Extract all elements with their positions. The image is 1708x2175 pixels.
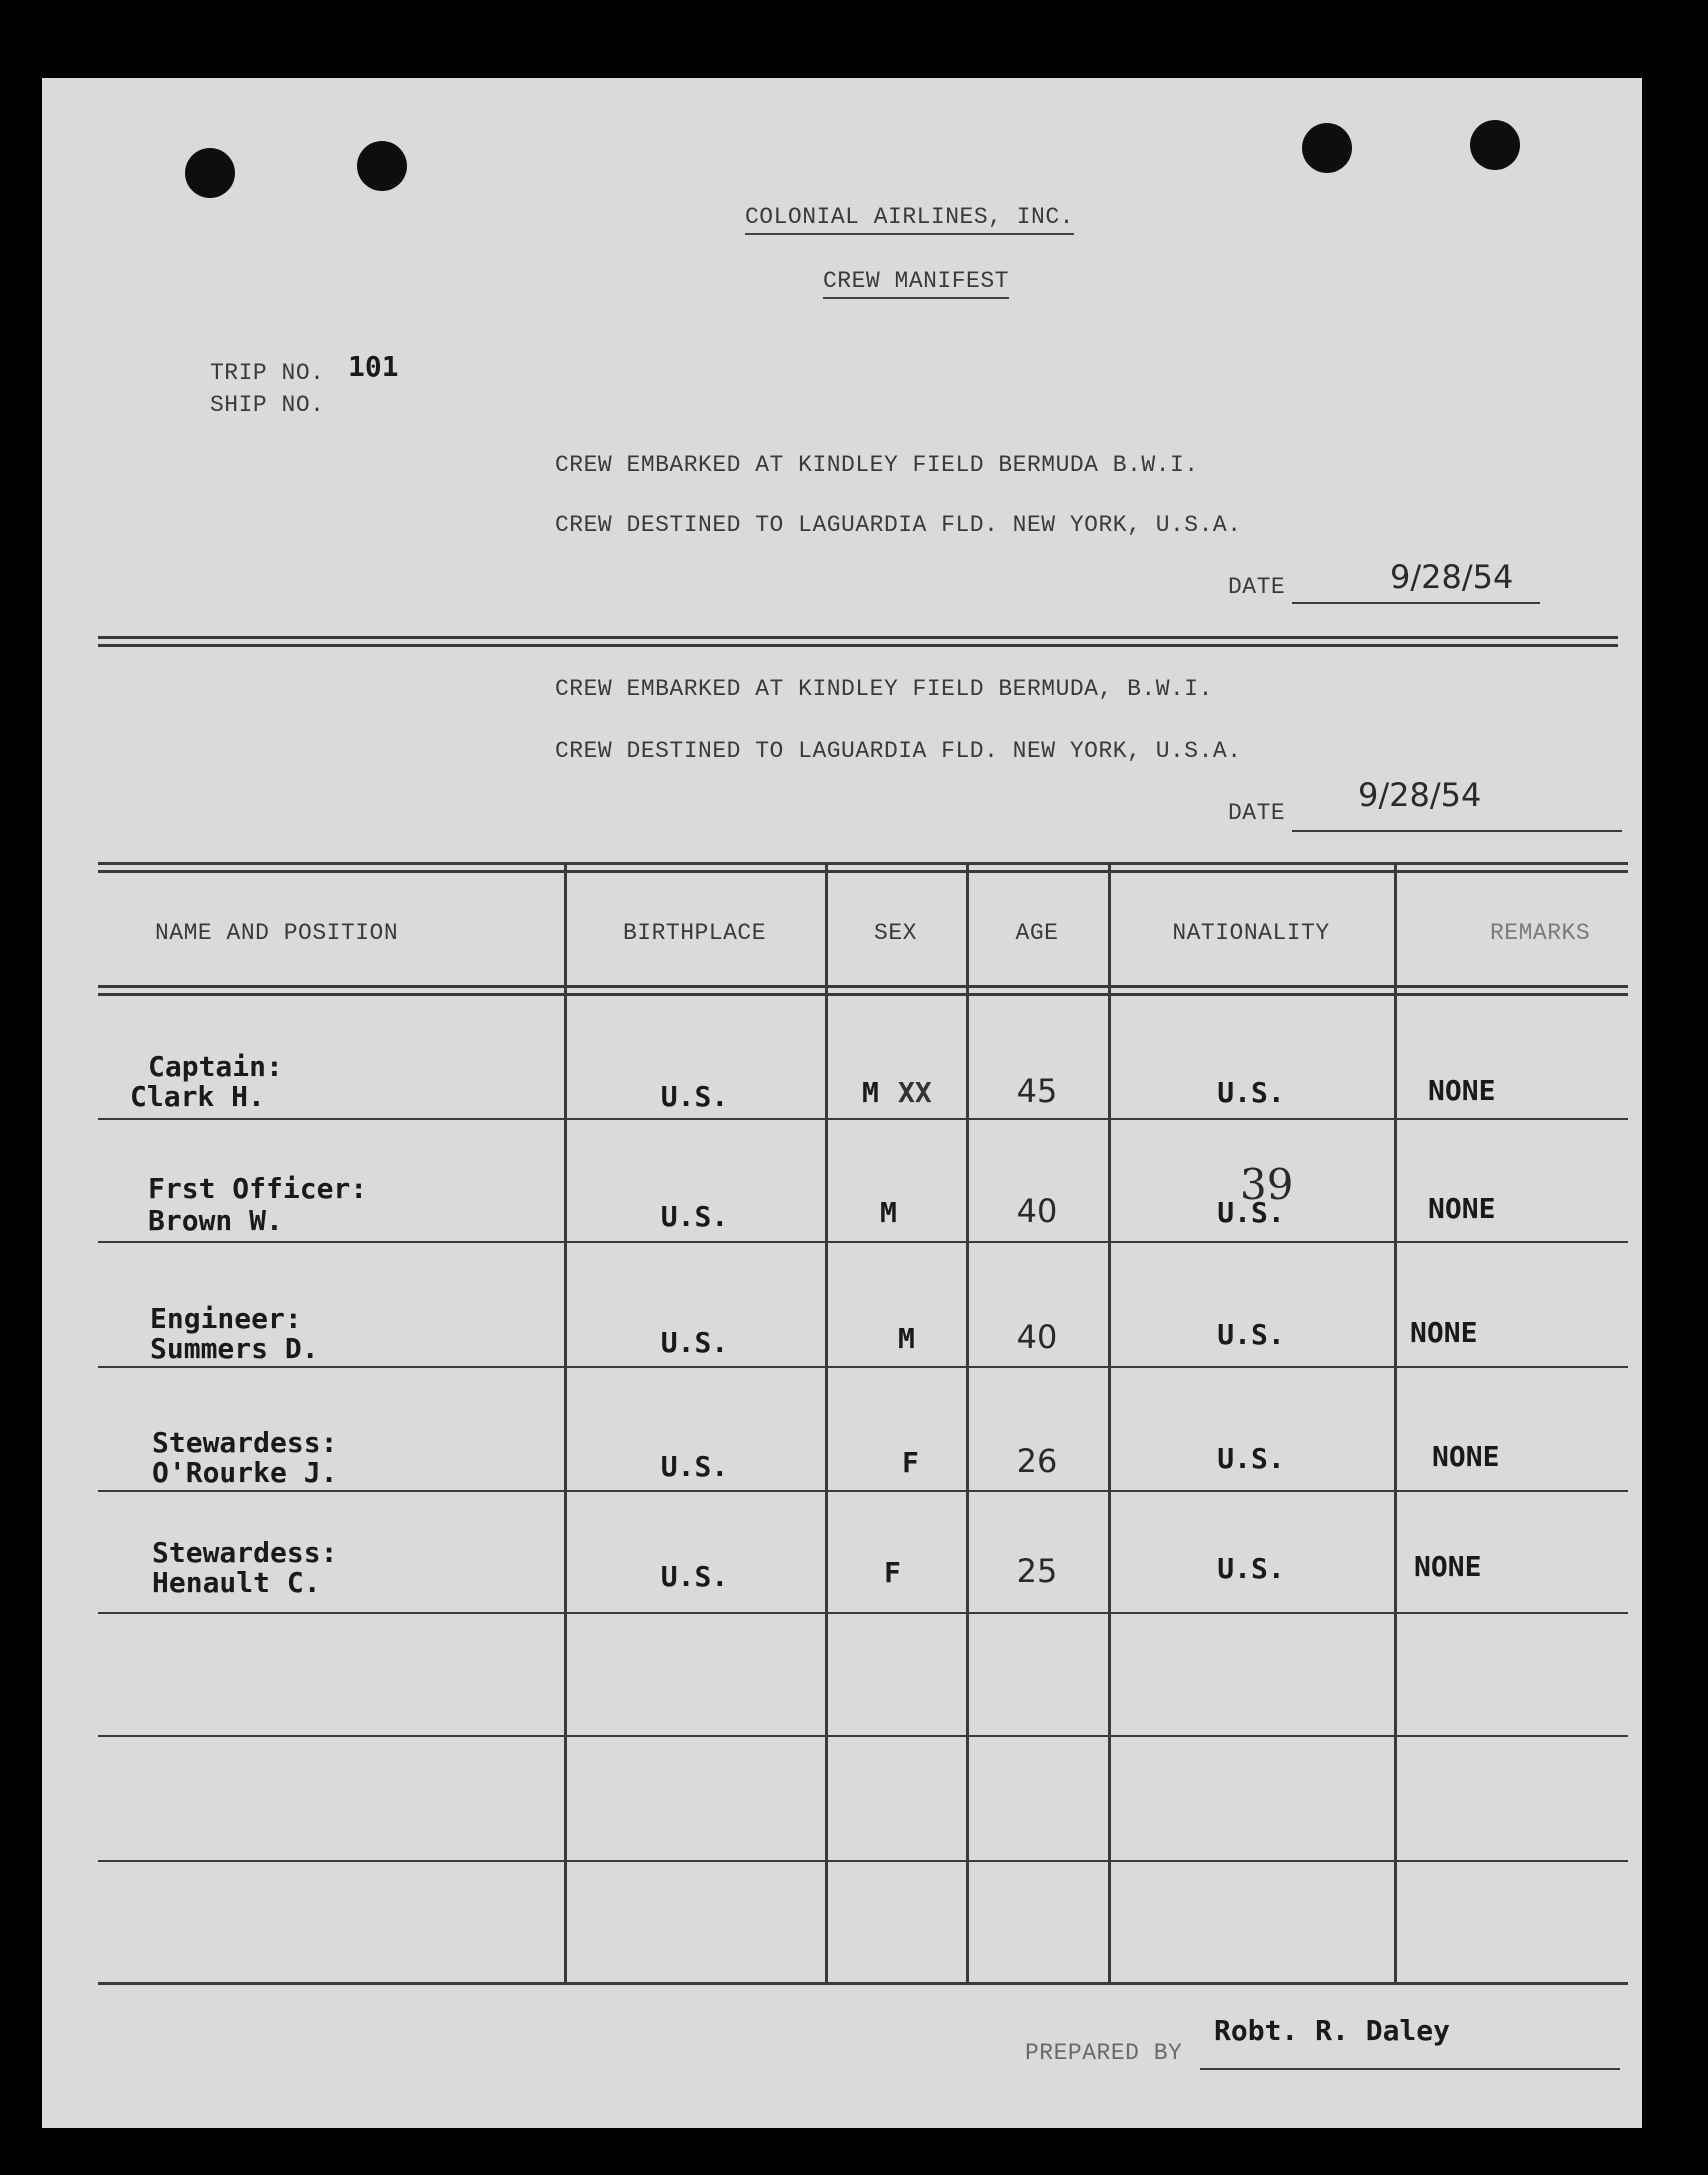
row5-position: Stewardess: — [152, 1536, 338, 1569]
punch-hole — [1470, 120, 1520, 170]
table-top-rule — [98, 870, 1628, 873]
header-bottom-rule — [98, 985, 1628, 988]
row3-birthplace: U.S. — [660, 1326, 729, 1359]
row2-position: Frst Officer: — [148, 1172, 368, 1205]
row2-nationality: U.S. — [1217, 1196, 1285, 1229]
date-underline-1 — [1292, 602, 1540, 604]
row1-remarks: NONE — [1428, 1074, 1496, 1107]
company-name: COLONIAL AIRLINES, INC. — [745, 204, 1074, 235]
date-label-2: DATE — [1228, 800, 1286, 826]
row1-birthplace: U.S. — [660, 1080, 729, 1113]
destined-line-2: CREW DESTINED TO LAGUARDIA FLD. NEW YORK, U.S.A. — [555, 738, 1242, 764]
table-top-rule — [98, 862, 1628, 865]
row-rule — [98, 1490, 1628, 1492]
row2-birthplace: U.S. — [660, 1200, 729, 1233]
row2-nationality-note: 39 — [1240, 1160, 1294, 1209]
row2-age: 40 — [1016, 1192, 1058, 1230]
header-nationality: NATIONALITY — [1172, 920, 1330, 946]
date-label-1: DATE — [1228, 574, 1286, 600]
destined-line-1: CREW DESTINED TO LAGUARDIA FLD. NEW YORK, U.S.A. — [555, 512, 1242, 538]
row4-birthplace: U.S. — [660, 1450, 729, 1483]
prepared-by-label: PREPARED BY — [1025, 2040, 1183, 2066]
section-divider — [98, 644, 1618, 647]
row3-remarks: NONE — [1410, 1316, 1478, 1349]
section-divider — [98, 636, 1618, 639]
row5-birthplace: U.S. — [660, 1560, 729, 1593]
column-divider — [825, 862, 828, 1982]
row4-age: 26 — [1016, 1442, 1058, 1480]
document-title: CREW MANIFEST — [823, 268, 1009, 299]
header-bottom-rule — [98, 993, 1628, 996]
row-rule — [98, 1241, 1628, 1243]
row1-nationality: U.S. — [1217, 1076, 1285, 1109]
punch-hole — [185, 148, 235, 198]
row1-name: Clark H. — [130, 1080, 265, 1113]
embarked-line-1: CREW EMBARKED AT KINDLEY FIELD BERMUDA B.W.I. — [555, 452, 1199, 478]
row5-sex: F — [884, 1556, 901, 1589]
prepared-by-underline — [1200, 2068, 1620, 2070]
row3-age: 40 — [1016, 1318, 1058, 1356]
row3-sex: M — [898, 1322, 915, 1355]
column-divider — [564, 862, 567, 1982]
row3-nationality: U.S. — [1217, 1318, 1285, 1351]
row3-name: Summers D. — [150, 1332, 319, 1365]
date-value-1: 9/28/54 — [1390, 558, 1514, 596]
header-name-position: NAME AND POSITION — [155, 920, 399, 946]
ship-label: SHIP NO. — [210, 392, 325, 418]
header-remarks: REMARKS — [1490, 920, 1591, 946]
row1-position: Captain: — [148, 1050, 283, 1083]
row-rule — [98, 1612, 1628, 1614]
row5-name: Henault C. — [152, 1566, 321, 1599]
row-rule — [98, 1118, 1628, 1120]
row1-age: 45 — [1016, 1072, 1058, 1110]
row2-remarks: NONE — [1428, 1192, 1496, 1225]
row5-remarks: NONE — [1414, 1550, 1482, 1583]
column-divider — [1394, 862, 1397, 1982]
trip-number: 101 — [348, 350, 399, 383]
header-age: AGE — [1015, 920, 1059, 946]
row2-sex: M — [880, 1196, 897, 1229]
trip-label: TRIP NO. — [210, 360, 325, 386]
row4-nationality: U.S. — [1217, 1442, 1285, 1475]
header-sex: SEX — [874, 920, 917, 946]
date-underline-2 — [1292, 830, 1622, 832]
column-divider — [966, 862, 969, 1982]
header-birthplace: BIRTHPLACE — [622, 920, 767, 946]
row4-remarks: NONE — [1432, 1440, 1500, 1473]
row4-name: O'Rourke J. — [152, 1456, 338, 1489]
row5-age: 25 — [1016, 1552, 1058, 1590]
prepared-by-name: Robt. R. Daley — [1214, 2014, 1451, 2047]
row3-position: Engineer: — [150, 1302, 302, 1335]
embarked-line-2: CREW EMBARKED AT KINDLEY FIELD BERMUDA, B.W.I. — [555, 676, 1213, 702]
table-bottom-rule — [98, 1982, 1628, 1985]
row2-name: Brown W. — [148, 1204, 283, 1237]
date-value-2: 9/28/54 — [1358, 776, 1482, 814]
row-rule — [98, 1735, 1628, 1737]
row1-sex-struck: XX — [898, 1076, 932, 1109]
column-divider — [1108, 862, 1111, 1982]
row5-nationality: U.S. — [1217, 1552, 1285, 1585]
punch-hole — [357, 141, 407, 191]
row-rule — [98, 1860, 1628, 1862]
row-rule — [98, 1366, 1628, 1368]
row4-sex: F — [902, 1446, 919, 1479]
punch-hole — [1302, 123, 1352, 173]
row4-position: Stewardess: — [152, 1426, 338, 1459]
row1-sex: M — [862, 1076, 879, 1109]
